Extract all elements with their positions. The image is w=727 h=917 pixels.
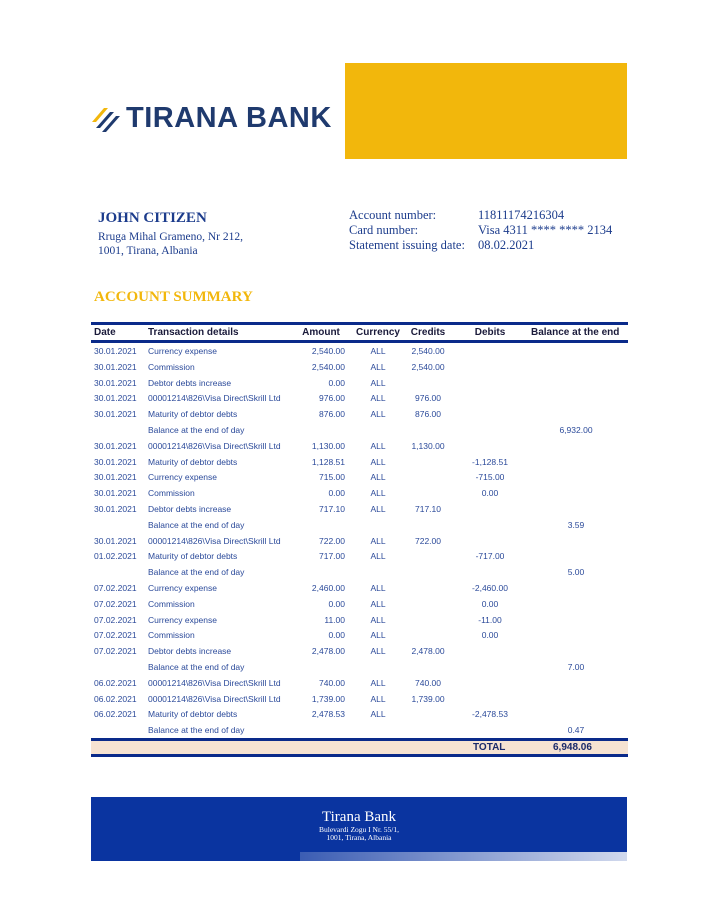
statement-date-label: Statement issuing date:: [349, 238, 465, 252]
cell-details: Maturity of debtor debts: [148, 409, 238, 420]
cell-amount: 715.00: [319, 472, 345, 483]
cell-currency: ALL: [370, 504, 386, 514]
cell-date: 06.02.2021: [94, 693, 137, 704]
cell-amount: 1,739.00: [311, 693, 345, 704]
footer-bank-name: Tirana Bank: [321, 809, 397, 825]
cell-details: Commission: [148, 361, 195, 372]
cell-date: 30.01.2021: [94, 535, 137, 546]
table-row: [91, 517, 628, 533]
cell-date: 30.01.2021: [94, 504, 137, 514]
table-row: [91, 659, 628, 675]
table-row: [91, 406, 628, 422]
cell-currency: ALL: [370, 346, 386, 356]
table-row: [91, 454, 628, 470]
account-number: 11811174216304: [478, 208, 565, 222]
cell-details: Balance at the end of day: [148, 567, 245, 578]
cell-currency: ALL: [370, 535, 386, 546]
table-row: [91, 359, 628, 375]
cell-date: 30.01.2021: [94, 393, 137, 404]
cell-date: 07.02.2021: [94, 583, 137, 593]
total-label: TOTAL: [473, 742, 506, 753]
cell-credits: 722.00: [415, 535, 441, 546]
cell-currency: ALL: [370, 472, 386, 483]
cell-details: 00001214\826\Visa Direct\Skrill Ltd: [148, 393, 281, 404]
card-number-label: Card number:: [349, 223, 419, 237]
cell-debits: -715.00: [475, 472, 505, 483]
card-number: Visa 4311 **** **** 2134: [478, 223, 613, 237]
cell-details: 00001214\826\Visa Direct\Skrill Ltd: [148, 535, 281, 546]
cell-amount: 722.00: [319, 535, 345, 546]
brand-color-block: [345, 63, 627, 159]
account-number-label: Account number:: [349, 208, 437, 222]
cell-date: 06.02.2021: [94, 677, 137, 688]
cell-details: Debtor debts increase: [148, 377, 232, 388]
table-row: [91, 564, 628, 580]
customer-name: JOHN CITIZEN: [98, 210, 207, 226]
cell-currency: ALL: [370, 551, 386, 562]
table-row: [91, 580, 628, 596]
cell-details: Currency expense: [148, 583, 217, 593]
cell-amount: 2,478.53: [311, 709, 345, 720]
cell-currency: ALL: [370, 377, 386, 388]
cell-debits: -11.00: [478, 614, 502, 625]
table-row: [91, 485, 628, 501]
bank-logo: [90, 100, 332, 136]
cell-currency: ALL: [370, 598, 386, 609]
cell-currency: ALL: [370, 393, 386, 404]
cell-debits: -2,460.00: [472, 583, 508, 593]
cell-date: 30.01.2021: [94, 377, 137, 388]
header-amount: Amount: [302, 327, 340, 338]
cell-credits: 2,540.00: [411, 361, 445, 372]
table-row: [91, 422, 628, 438]
header-balance: Balance at the end: [531, 327, 620, 338]
transactions-table: [91, 322, 628, 757]
header-credits: Credits: [410, 327, 446, 338]
cell-currency: ALL: [370, 709, 386, 720]
cell-details: Commission: [148, 598, 195, 609]
cell-balance: 7.00: [567, 662, 585, 672]
cell-details: Balance at the end of day: [148, 519, 245, 530]
cell-details: Currency expense: [148, 614, 217, 625]
cell-date: 07.02.2021: [94, 646, 137, 657]
statement-date: 08.02.2021: [478, 238, 535, 252]
table-row: [91, 643, 628, 659]
header-details: Transaction details: [148, 327, 239, 338]
cell-amount: 11.00: [324, 614, 345, 625]
cell-currency: ALL: [370, 677, 386, 688]
header-debits: Debits: [474, 327, 506, 338]
cell-details: 00001214\826\Visa Direct\Skrill Ltd: [148, 693, 281, 704]
cell-details: Balance at the end of day: [148, 662, 245, 672]
cell-currency: ALL: [370, 440, 386, 451]
header-date: Date: [94, 327, 116, 338]
total-value: 6,948.06: [553, 742, 592, 753]
cell-amount: 2,478.00: [311, 646, 345, 657]
cell-amount: 1,128.51: [311, 456, 345, 467]
cell-credits: 1,130.00: [411, 440, 445, 451]
table-row: [91, 533, 628, 549]
cell-details: Balance at the end of day: [148, 425, 245, 435]
logo-stripes-icon: [90, 102, 120, 134]
cell-date: 07.02.2021: [94, 598, 137, 609]
cell-date: 30.01.2021: [94, 409, 137, 420]
cell-amount: 2,540.00: [311, 361, 345, 372]
table-row: [91, 706, 628, 722]
cell-details: 00001214\826\Visa Direct\Skrill Ltd: [148, 677, 281, 688]
account-info: [349, 208, 612, 253]
cell-debits: 0.00: [481, 630, 499, 641]
table-row: [91, 501, 628, 517]
customer-info: [98, 210, 243, 258]
footer-address-line1: Bulevardi Zogu I Nr. 55/1,: [319, 825, 399, 834]
table-row: [91, 343, 628, 359]
cell-details: 00001214\826\Visa Direct\Skrill Ltd: [148, 440, 281, 451]
cell-amount: 876.00: [319, 409, 345, 420]
footer-address-line2: 1001, Tirana, Albania: [326, 833, 392, 842]
cell-debits: -717.00: [475, 551, 505, 562]
cell-credits: 2,540.00: [411, 346, 445, 356]
cell-balance: 0.47: [567, 725, 585, 736]
cell-credits: 2,478.00: [411, 646, 445, 657]
cell-amount: 740.00: [319, 677, 345, 688]
cell-currency: ALL: [370, 630, 386, 641]
customer-address-line1: Rruga Mihal Grameno, Nr 212,: [98, 231, 243, 243]
cell-currency: ALL: [370, 456, 386, 467]
cell-currency: ALL: [370, 488, 386, 499]
cell-amount: 2,460.00: [311, 583, 345, 593]
cell-credits: 876.00: [415, 409, 441, 420]
cell-credits: 740.00: [415, 677, 441, 688]
cell-balance: 6,932.00: [559, 425, 593, 435]
cell-details: Currency expense: [148, 346, 217, 356]
cell-amount: 717.00: [319, 551, 345, 562]
cell-date: 07.02.2021: [94, 630, 137, 641]
cell-amount: 0.00: [328, 377, 345, 388]
table-header: [91, 325, 628, 340]
cell-date: 30.01.2021: [94, 440, 137, 451]
cell-currency: ALL: [370, 614, 386, 625]
table-row: [91, 375, 628, 391]
cell-amount: 2,540.00: [311, 346, 345, 356]
bottom-fade-overlay: [300, 852, 700, 892]
cell-debits: -2,478.53: [472, 709, 508, 720]
cell-amount: 0.00: [328, 630, 345, 641]
cell-details: Maturity of debtor debts: [148, 709, 238, 720]
cell-date: 07.02.2021: [94, 614, 137, 625]
bank-name: TIRANA BANK: [126, 101, 332, 134]
table-row: [91, 627, 628, 643]
table-row: [91, 548, 628, 564]
cell-credits: 1,739.00: [411, 693, 445, 704]
cell-date: 01.02.2021: [94, 551, 137, 562]
total-row: [91, 741, 628, 754]
table-row: [91, 675, 628, 691]
section-title: ACCOUNT SUMMARY: [94, 289, 253, 305]
cell-amount: 0.00: [328, 488, 345, 499]
cell-details: Debtor debts increase: [148, 504, 232, 514]
cell-date: 30.01.2021: [94, 456, 137, 467]
cell-amount: 717.10: [319, 504, 345, 514]
cell-balance: 5.00: [567, 567, 585, 578]
cell-currency: ALL: [370, 409, 386, 420]
cell-currency: ALL: [370, 361, 386, 372]
cell-details: Commission: [148, 630, 195, 641]
cell-date: 30.01.2021: [94, 346, 137, 356]
table-row: [91, 612, 628, 628]
cell-details: Balance at the end of day: [148, 725, 245, 736]
cell-details: Maturity of debtor debts: [148, 551, 238, 562]
cell-currency: ALL: [370, 646, 386, 657]
header-currency: Currency: [356, 327, 400, 338]
cell-amount: 0.00: [328, 598, 345, 609]
cell-details: Currency expense: [148, 472, 217, 483]
cell-amount: 976.00: [319, 393, 345, 404]
table-row: [91, 691, 628, 707]
cell-details: Debtor debts increase: [148, 646, 232, 657]
cell-credits: 717.10: [415, 504, 441, 514]
cell-debits: 0.00: [481, 598, 499, 609]
cell-date: 30.01.2021: [94, 361, 137, 372]
cell-currency: ALL: [370, 693, 386, 704]
table-end-divider: [91, 754, 628, 757]
cell-currency: ALL: [370, 583, 386, 593]
cell-details: Commission: [148, 488, 195, 499]
table-row: [91, 469, 628, 485]
table-row: [91, 438, 628, 454]
cell-details: Maturity of debtor debts: [148, 456, 238, 467]
cell-date: 06.02.2021: [94, 709, 137, 720]
table-row: [91, 390, 628, 406]
cell-date: 30.01.2021: [94, 488, 137, 499]
cell-amount: 1,130.00: [311, 440, 345, 451]
table-body: [91, 343, 628, 738]
customer-address-line2: 1001, Tirana, Albania: [98, 245, 198, 257]
cell-credits: 976.00: [415, 393, 441, 404]
cell-debits: -1,128.51: [472, 456, 508, 467]
table-row: [91, 722, 628, 738]
cell-date: 30.01.2021: [94, 472, 137, 483]
cell-balance: 3.59: [567, 519, 585, 530]
table-row: [91, 596, 628, 612]
cell-debits: 0.00: [481, 488, 499, 499]
